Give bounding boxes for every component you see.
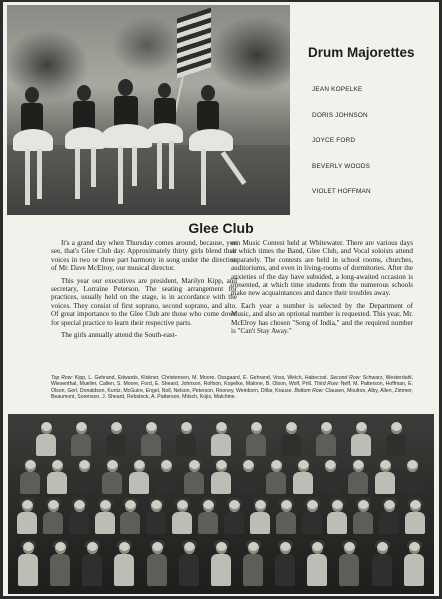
person-figure [19, 460, 41, 494]
person-figure [145, 500, 167, 534]
person-figure [68, 500, 90, 534]
majorette-name: DORIS JOHNSON [312, 111, 368, 119]
majorette-figure [102, 79, 152, 209]
person-figure [210, 422, 232, 456]
person-figure [81, 542, 103, 586]
person-figure [374, 460, 396, 494]
yearbook-page [3, 2, 439, 596]
person-figure [401, 460, 423, 494]
photo-row [8, 460, 434, 494]
person-figure [42, 500, 64, 534]
majorette-name: JEAN KOPELKE [312, 86, 363, 93]
person-figure [46, 460, 68, 494]
caption-row-names: Neff, M. Patterson, Hoffman, E. Olson, Gerl, Donaldson, Kuntz, McGuire, Engel, Noll, Nelson, Peterson, Rooney, Weinborn, Dillar, Krause. [51, 381, 413, 394]
photo-row [8, 500, 434, 534]
photo-caption [51, 375, 413, 400]
drum-majorettes-heading: Drum Majorettes [308, 45, 415, 60]
article-paragraph: It's a grand day when Thursday comes around, because, you see, that's Glee Club day. Approximately thirty girls blend their voices in two or three part harmony in song under the direction of Mr. Dave McElroy, our musical director. [51, 239, 237, 273]
person-figure [128, 460, 150, 494]
person-figure [326, 500, 348, 534]
person-figure [140, 422, 162, 456]
person-figure [275, 500, 297, 534]
majorette-figure [187, 85, 247, 210]
photo-row [8, 542, 434, 586]
drum-majorettes-list [312, 86, 371, 214]
person-figure [338, 542, 360, 586]
person-figure [237, 460, 259, 494]
photo-row [8, 422, 434, 456]
person-figure [105, 422, 127, 456]
person-figure [280, 422, 302, 456]
person-figure [265, 460, 287, 494]
person-figure [175, 422, 197, 456]
person-figure [242, 542, 264, 586]
majorette-figure [147, 83, 183, 193]
person-figure [249, 500, 271, 534]
glee-club-group-photo [8, 414, 434, 594]
person-figure [119, 500, 141, 534]
person-figure [101, 460, 123, 494]
person-figure [171, 500, 193, 534]
person-figure [35, 422, 57, 456]
caption-row-label: Third Row: [313, 381, 340, 388]
person-figure [94, 500, 116, 534]
person-figure [113, 542, 135, 586]
person-figure [245, 422, 267, 456]
majorette-name: JOYCE FORD [312, 137, 356, 144]
person-figure [319, 460, 341, 494]
article-column-left [51, 239, 237, 343]
majorette-name: BEVERLY WOODS [312, 162, 371, 170]
person-figure [155, 460, 177, 494]
person-figure [292, 460, 314, 494]
person-figure [210, 542, 232, 586]
person-figure [17, 542, 39, 586]
person-figure [210, 460, 232, 494]
person-figure [70, 422, 92, 456]
person-figure [183, 460, 205, 494]
majorette-name: VIOLET HOFFMAN [312, 188, 371, 195]
glee-club-title: Glee Club [188, 220, 254, 236]
person-figure [347, 460, 369, 494]
caption-row-names: Schwarz, Westerdahl, Wiesenthal, Mueller, Callen, S. Moore, Ford, E. Sheard, Johnson, Rolfson, Kopelke, Malone, B. Olson, Wolf, Prill. [51, 375, 413, 388]
majorette-figure [65, 85, 105, 205]
person-figure [315, 422, 337, 456]
caption-row-label: Second Row: [329, 375, 361, 381]
person-figure [178, 542, 200, 586]
person-figure [306, 542, 328, 586]
article-column-right [231, 239, 413, 339]
caption-row-names: Clausen, Moulton, Alby, Allen, Zimmer, Beaumont, Sorenson, J. Sheard, Rebstock, A. Patterson, Mitsch, Kojis, Malchine. [51, 387, 414, 400]
person-figure [16, 500, 38, 534]
caption-row-label: Top Row: [51, 375, 73, 381]
person-figure [197, 500, 219, 534]
person-figure [350, 422, 372, 456]
person-figure [385, 422, 407, 456]
person-figure [378, 500, 400, 534]
person-figure [301, 500, 323, 534]
person-figure [146, 542, 168, 586]
person-figure [274, 542, 296, 586]
majorettes-photo [7, 5, 290, 215]
person-figure [403, 542, 425, 586]
majorette-figure [13, 87, 53, 207]
person-figure [73, 460, 95, 494]
article-paragraph: The girls annually attend the South-east- [61, 331, 178, 340]
american-flag [177, 7, 211, 78]
person-figure [49, 542, 71, 586]
caption-row-label: Bottom Row: [294, 387, 324, 394]
person-figure [404, 500, 426, 534]
caption-row-names: Kipp, L. Gehrand, Edwards, Klokner, Christensen, M. Moore, Ossgaard, E. Gehrand, Voss, Welch, Habecost. [74, 375, 329, 381]
person-figure [371, 542, 393, 586]
article-paragraph: ern Music Contest held at Whitewater. There are various days at which times the Band, Glee Club, and Vocal soloists attend separately. The contests are held in school rooms, churches, auditoriums, and even in living-rooms of dormitories. After the anxieties of the day have subsided, a long-awaited occasion is presented, at which time students from the numerous schools make new acquaintances and dance their troubles away. [231, 239, 413, 298]
article-paragraph: Each year a number is selected by the Department of Music, and also an optional number is requested. This year, Mr. McElroy has chosen "Song of India," and the required number is "Can't Stay Away." [231, 301, 413, 336]
person-figure [223, 500, 245, 534]
article-paragraph: This year our executives are president, Marilyn Kipp, and secretary, Lorraine Peterson. The seating arrangement for practices, usually held on the stage, is in accordance with the voices. They consist of first soprano, second soprano, and alto. Of great importance to the Glee Club are those who come down for special practice to learn their respective parts. [51, 276, 237, 327]
person-figure [352, 500, 374, 534]
